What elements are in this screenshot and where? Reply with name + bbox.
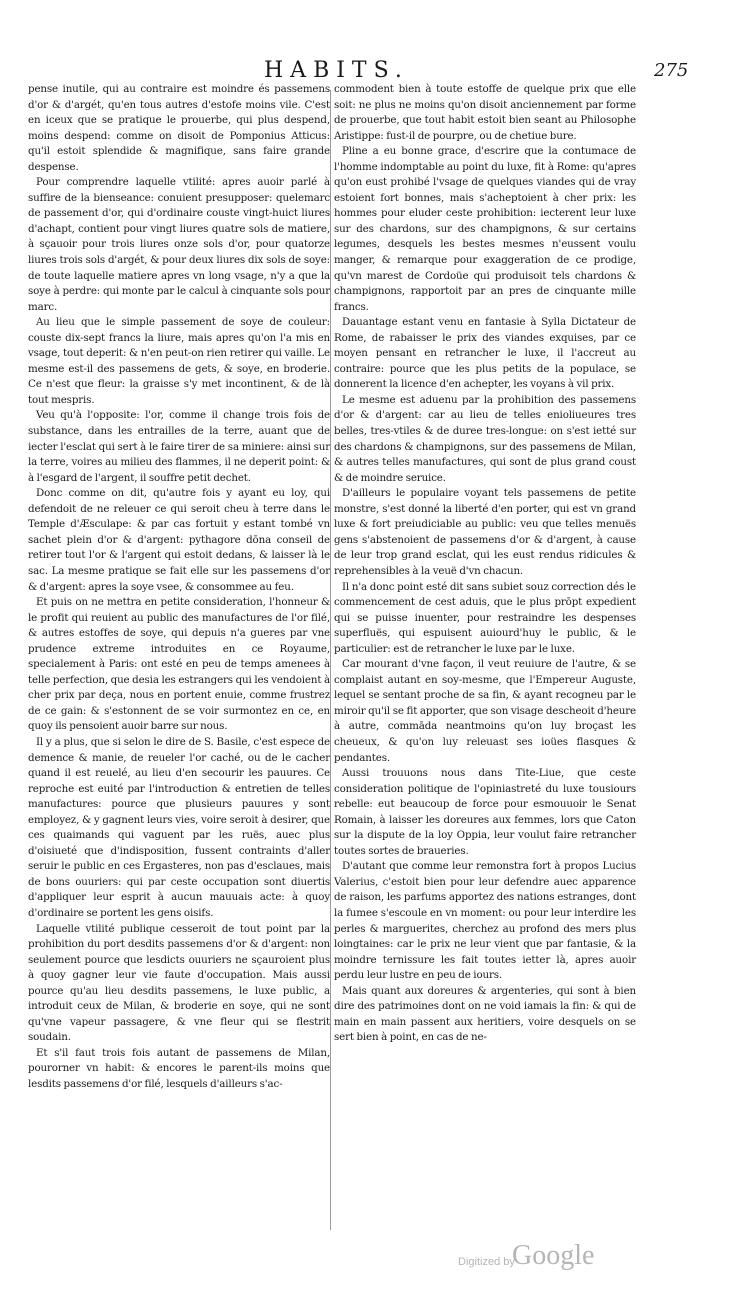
paragraph: Dauantage estant venu en fantasie à Sylla Dictateur de Rome, de rabaisser le prix des viandes exquises, par ce moyen pensant en retrancher le luxe, il l'accreut au contraire: pource que les plus petits de la populace, se donnerent la licence d'en achepter, les voyans à vil prix.	[334, 316, 636, 391]
paragraph: Pour comprendre laquelle vtilité: apres auoir parlé à suffire de la bienseance: conuient presupposer: quelemarc de passement d'or, qui d'ordinaire couste vingt-huict liures d'achapt, contient pour vingt liures quatre sols de matiere, à sçauoir pour trois liures onze sols d'or, pour quatorze liures trois sols d'argét, & pour deux liures dix sols de soye: de toute laquelle matiere apres vn long vsage, n'y a que la soye à perdre: qui monte par le calcul à cinquante sols pour marc.	[28, 176, 330, 313]
page-number: 275	[654, 60, 689, 81]
paragraph: Pline a eu bonne grace, d'escrire que la contumace de l'homme indomptable au point du luxe, fit à Rome: qu'apres qu'on eust prohibé l'vsage de quelques viandes qui de vray estoient fort bonnes, mais s'acheptoient à cher prix: les hommes pour eluder ceste prohibition: iecterent leur luxe sur des chardons, sur des champignons, & sur certains legumes, desquels les bestes mesmes n'eussent voulu manger, & remarque pour exaggeration de ce prodige, qu'vn marest de Cordoüe qui produisoit tels chardons & champignons, rapportoit par an pres de cinquante mille francs.	[334, 145, 636, 313]
column-divider	[330, 90, 331, 1230]
paragraph: Le mesme est aduenu par la prohibition des passemens d'or & d'argent: car au lieu de telles enioliueures tres belles, tres-vtiles & de duree tres-longue: on s'est ietté sur des chardons & champignons, sur des passemens de Milan, & autres telles manufactures, qui sont de plus grand coust & de moindre seruice.	[334, 393, 636, 484]
paragraph: Donc comme on dit, qu'autre fois y ayant eu loy, qui defendoit de ne releuer ce qui seroit cheu à terre dans le Temple d'Æsculape: & par cas fortuit y estant tombé vn sachet plein d'or & d'argent: pythagore dōna conseil de retirer tout l'or & l'argent qui estoit dedans, & laisser là le sac. La mesme pratique se fait elle sur les passemens d'or & d'argent: apres la soye vsee, & consommee au feu.	[28, 487, 330, 593]
right-column	[334, 82, 636, 1046]
paragraph: commodent bien à toute estoffe de quelque prix que elle soit: ne plus ne moins qu'on disoit anciennement par forme de prouerbe, que tout habit estoit bien seant au Philosophe Aristippe: fust-il de pourpre, ou de chetiue bure.	[334, 83, 636, 142]
paragraph: Il y a plus, que si selon le dire de S. Basile, c'est espece de demence & manie, de reueler l'or caché, ou de le cacher quand il est reuelé, au lieu d'en secourir les pauures. Ce reproche est euité par l'introduction & entretien de telles manufactures: pource que plusieurs pauures y sont employez, & y gagnent leurs vies, voire seroit à desirer, que ces quaimands qui vaguent par les ruës, auec plus d'oisiueté que d'indisposition, fussent contraints d'aller seruir le public en ces Ergasteres, non pas d'esclaues, mais de bons ouuriers: qui par ceste occupation sont diuertis d'appliquer leur esprit à aucun mauuais acte: à quoy d'ordinaire se portent les gens oisifs.	[28, 735, 330, 919]
digitization-watermark	[458, 1240, 658, 1280]
paragraph: pense inutile, qui au contraire est moindre és passemens d'or & d'argét, qu'en tous autres d'estofe moins vile. C'est en iceux que se pratique le prouerbe, qui plus despend, moins despend: comme on disoit de Pomponius Atticus: qu'il estoit splendide & magnifique, sans faire grande despense.	[28, 83, 330, 173]
paragraph: Aussi trouuons nous dans Tite-Liue, que ceste consideration politique de l'opiniastreté du luxe tousiours rebelle: eut beaucoup de force pour esmouuoir le Senat Romain, à laisser les doreures aux femmes, lors que Caton sur la dispute de la loy Oppia, leur voulut faire retrancher toutes sortes de braueries.	[334, 767, 636, 857]
paragraph: Veu qu'à l'opposite: l'or, comme il change trois fois de substance, dans les entrailles de la terre, auant que de iecter l'esclat qui sert à le faire tirer de sa miniere: ainsi sur la terre, voires au milieu des flammes, il ne deperit point: & à l'esgard de l'argent, il souffre petit dechet.	[28, 409, 330, 484]
paragraph: Il n'a donc point esté dit sans subiet souz correction dés le commencement de cest aduis, que le plus prōpt expedient qui se puisse inuenter, pour restraindre les despenses superfluës, qui espuisent auiourd'huy le public, & le particulier: est de retrancher le luxe par le luxe.	[334, 580, 636, 655]
paragraph: Car mourant d'vne façon, il veut reuiure de l'autre, & se complaist autant en soy-mesme, que l'Empereur Auguste, lequel se sentant proche de sa fin, & ayant recogneu par le miroir qu'il se fit apporter, que son visage descheoit d'heure à autre, commāda neantmoins qu'on luy broçast les cheueux, & qu'on luy releuast ses ioües flasques & pendantes.	[334, 658, 636, 764]
left-column	[28, 82, 330, 1093]
paragraph: Et s'il faut trois fois autant de passemens de Milan, pourorner vn habit: & encores le parent-ils moins que lesdits passemens d'or filé, lesquels d'ailleurs s'ac-	[28, 1046, 330, 1090]
running-head: HABITS.	[264, 58, 409, 83]
digitized-by-label: Digitized by	[458, 1256, 515, 1268]
paragraph: Au lieu que le simple passement de soye de couleur: couste dix-sept francs la liure, mais apres qu'on l'a mis en vsage, tout deperit: & n'en peut-on rien retirer qui vaille. Le mesme est-il des passemens de gets, & soye, en broderie. Ce n'est que fleur: la graisse s'y met incontinent, & de là tout mespris.	[28, 316, 330, 406]
paragraph: Mais quant aux doreures & argenteries, qui sont à bien dire des patrimoines dont on ne void iamais la fin: & qui de main en main passent aux heritiers, voire desquels on se sert bien à point, en cas de ne-	[334, 984, 636, 1044]
paragraph: Et puis on ne mettra en petite consideration, l'honneur & le profit qui reuient au public des manufactures de l'or filé, & autres estoffes de soye, qui depuis n'a gueres par vne prudence extreme introduites en ce Royaume, specialement à Paris: ont esté en peu de temps amenees à telle perfection, que desia les estrangers qui les vendoient à cher prix par deça, nous en portent enuie, comme frustrez de ce gain: & s'estonnent de se voir surmontez en ce, en quoy ils pensoient auoir barre sur nous.	[28, 596, 330, 733]
paragraph: Laquelle vtilité publique cesseroit de tout point par la prohibition du port desdits passemens d'or & d'argent: non seulement pource que lesdicts ouuriers ne sçauroient plus à quoy gagner leur vie faute d'occupation. Mais aussi pource qu'au lieu desdits passemens, le luxe public, a introduit ceux de Milan, & broderie en soye, qui ne sont qu'vne vapeur passagere, & vne fleur qui se flestrit soudain.	[28, 922, 330, 1044]
paragraph: D'ailleurs le populaire voyant tels passemens de petite monstre, s'est donné la liberté d'en porter, qui est vn grand luxe & fort preiudiciable au public: veu que telles menuës gens s'abstenoient de passemens d'or & d'argent, à cause de leur trop grand esclat, qui les eust rendus ridicules & reprehensibles à la veuë d'vn chacun.	[334, 487, 636, 577]
paragraph: D'autant que comme leur remonstra fort à propos Lucius Valerius, c'estoit bien pour leur defendre auec apparence de raison, les parfums apportez des nations estranges, dont la fumee s'escoule en vn moment: ou pour leur interdire les perles & marguerites, cherchez au profond des mers plus loingtaines: car le prix ne leur vient que par fantasie, & la moindre ternissure les fait toutes ietter là, apres auoir perdu leur lustre en peu de iours.	[334, 860, 636, 982]
google-logo: Google	[512, 1240, 595, 1271]
